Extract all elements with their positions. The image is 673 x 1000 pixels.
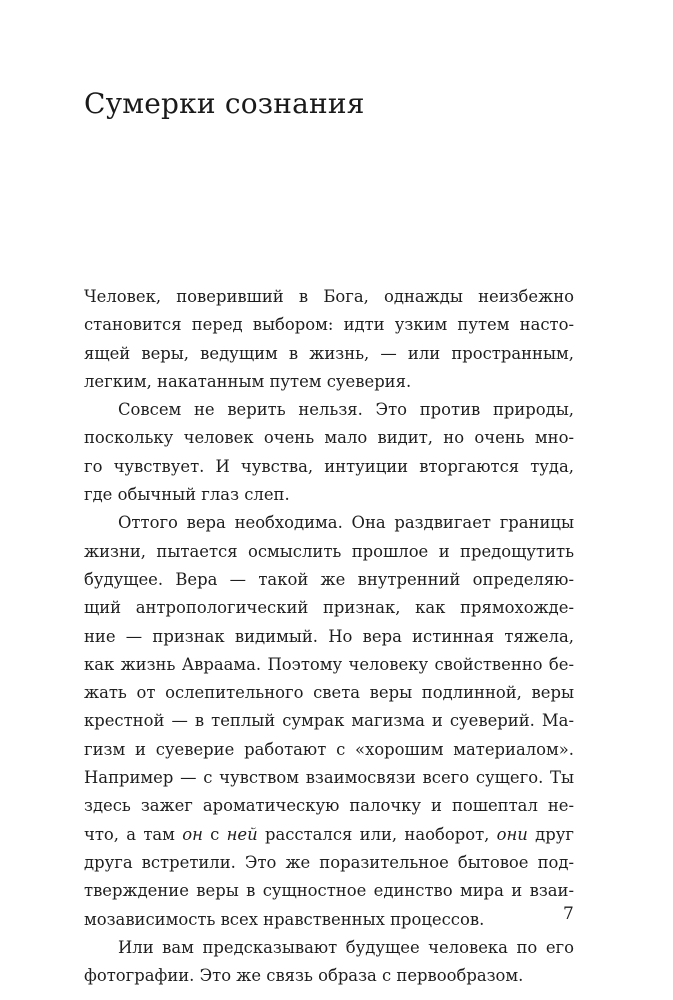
text-line: [84, 707, 574, 735]
text-segment: расстался или, наоборот,: [257, 824, 497, 844]
text-segment: фотографии. Это же связь образа с первообразом.: [84, 966, 524, 986]
text-line: [84, 934, 574, 962]
text-line: [84, 849, 574, 877]
text-line: [84, 566, 574, 594]
text-segment: жизни, пытается осмыслить прошлое и предощутить: [84, 541, 574, 561]
text-line: [84, 792, 574, 820]
text-line: [84, 736, 574, 764]
text-segment: Например — с чувством взаимосвязи всего сущего. Ты: [84, 768, 574, 788]
text-line: [84, 311, 574, 339]
text-line: [84, 594, 574, 622]
text-segment: легким, накатанным путем суеверия.: [84, 371, 412, 391]
text-segment: Человек, поверивший в Бога, однажды неизбежно: [84, 287, 574, 306]
paragraph: [84, 396, 574, 509]
chapter-body: [84, 283, 574, 990]
text-segment: где обычный глаз слеп.: [84, 485, 290, 505]
chapter-title: Сумерки сознания: [84, 87, 365, 120]
text-segment: го чувствует. И чувства, интуиции вторгаются туда,: [84, 456, 574, 476]
paragraph: [84, 934, 574, 991]
text-segment: крестной — в теплый сумрак магизма и суеверий. Ма-: [84, 711, 574, 731]
text-segment: жать от ослепительного света веры подлинной, веры: [84, 683, 574, 703]
text-segment: тверждение веры в сущностное единство мира и взаи-: [84, 881, 574, 901]
text-line: [84, 623, 574, 651]
text-line: [84, 396, 574, 424]
text-line: [84, 538, 574, 566]
paragraph: [84, 283, 574, 396]
text-segment: друга встретили. Это же поразительное бытовое под-: [84, 852, 574, 872]
text-segment: здесь зажег ароматическую палочку и пошептал не-: [84, 796, 574, 816]
text-segment: становится перед выбором: идти узким путем насто-: [84, 315, 574, 335]
text-segment: как жизнь Авраама. Поэтому человеку свойственно бе-: [84, 654, 574, 674]
text-line: [84, 340, 574, 368]
text-line: [84, 509, 574, 537]
text-segment: ящей веры, ведущим в жизнь, — или пространным,: [84, 343, 574, 363]
text-segment: ние — признак видимый. Но вера истинная тяжела,: [84, 626, 574, 646]
text-segment: Или вам предсказывают будущее человека по его: [118, 937, 574, 957]
text-line: [84, 764, 574, 792]
paragraph: [84, 509, 574, 933]
text-line: [84, 368, 574, 396]
text-line: [84, 481, 574, 509]
text-line: [84, 283, 574, 311]
text-segment: что, а там: [84, 824, 183, 844]
text-segment: с: [202, 824, 227, 844]
text-line: [84, 424, 574, 452]
text-line: [84, 821, 574, 849]
page-number: 7: [563, 904, 574, 924]
text-line: [84, 453, 574, 481]
text-line: [84, 962, 574, 990]
italic-word: ней: [226, 824, 258, 844]
text-segment: мозависимость всех нравственных процессов.: [84, 909, 485, 929]
text-line: [84, 877, 574, 905]
text-segment: Совсем не верить нельзя. Это против природы,: [118, 400, 574, 420]
italic-word: они: [496, 824, 528, 844]
text-segment: друг: [527, 824, 574, 844]
text-line: [84, 679, 574, 707]
text-segment: Оттого вера необходима. Она раздвигает границы: [118, 513, 574, 533]
text-segment: щий антропологический признак, как прямохожде-: [84, 598, 574, 618]
italic-word: он: [182, 824, 203, 844]
text-line: [84, 651, 574, 679]
text-line: [84, 906, 574, 934]
text-segment: поскольку человек очень мало видит, но очень мно-: [84, 428, 574, 448]
text-segment: будущее. Вера — такой же внутренний определяю-: [84, 569, 574, 589]
text-segment: гизм и суеверие работают с «хорошим материалом».: [84, 739, 574, 759]
